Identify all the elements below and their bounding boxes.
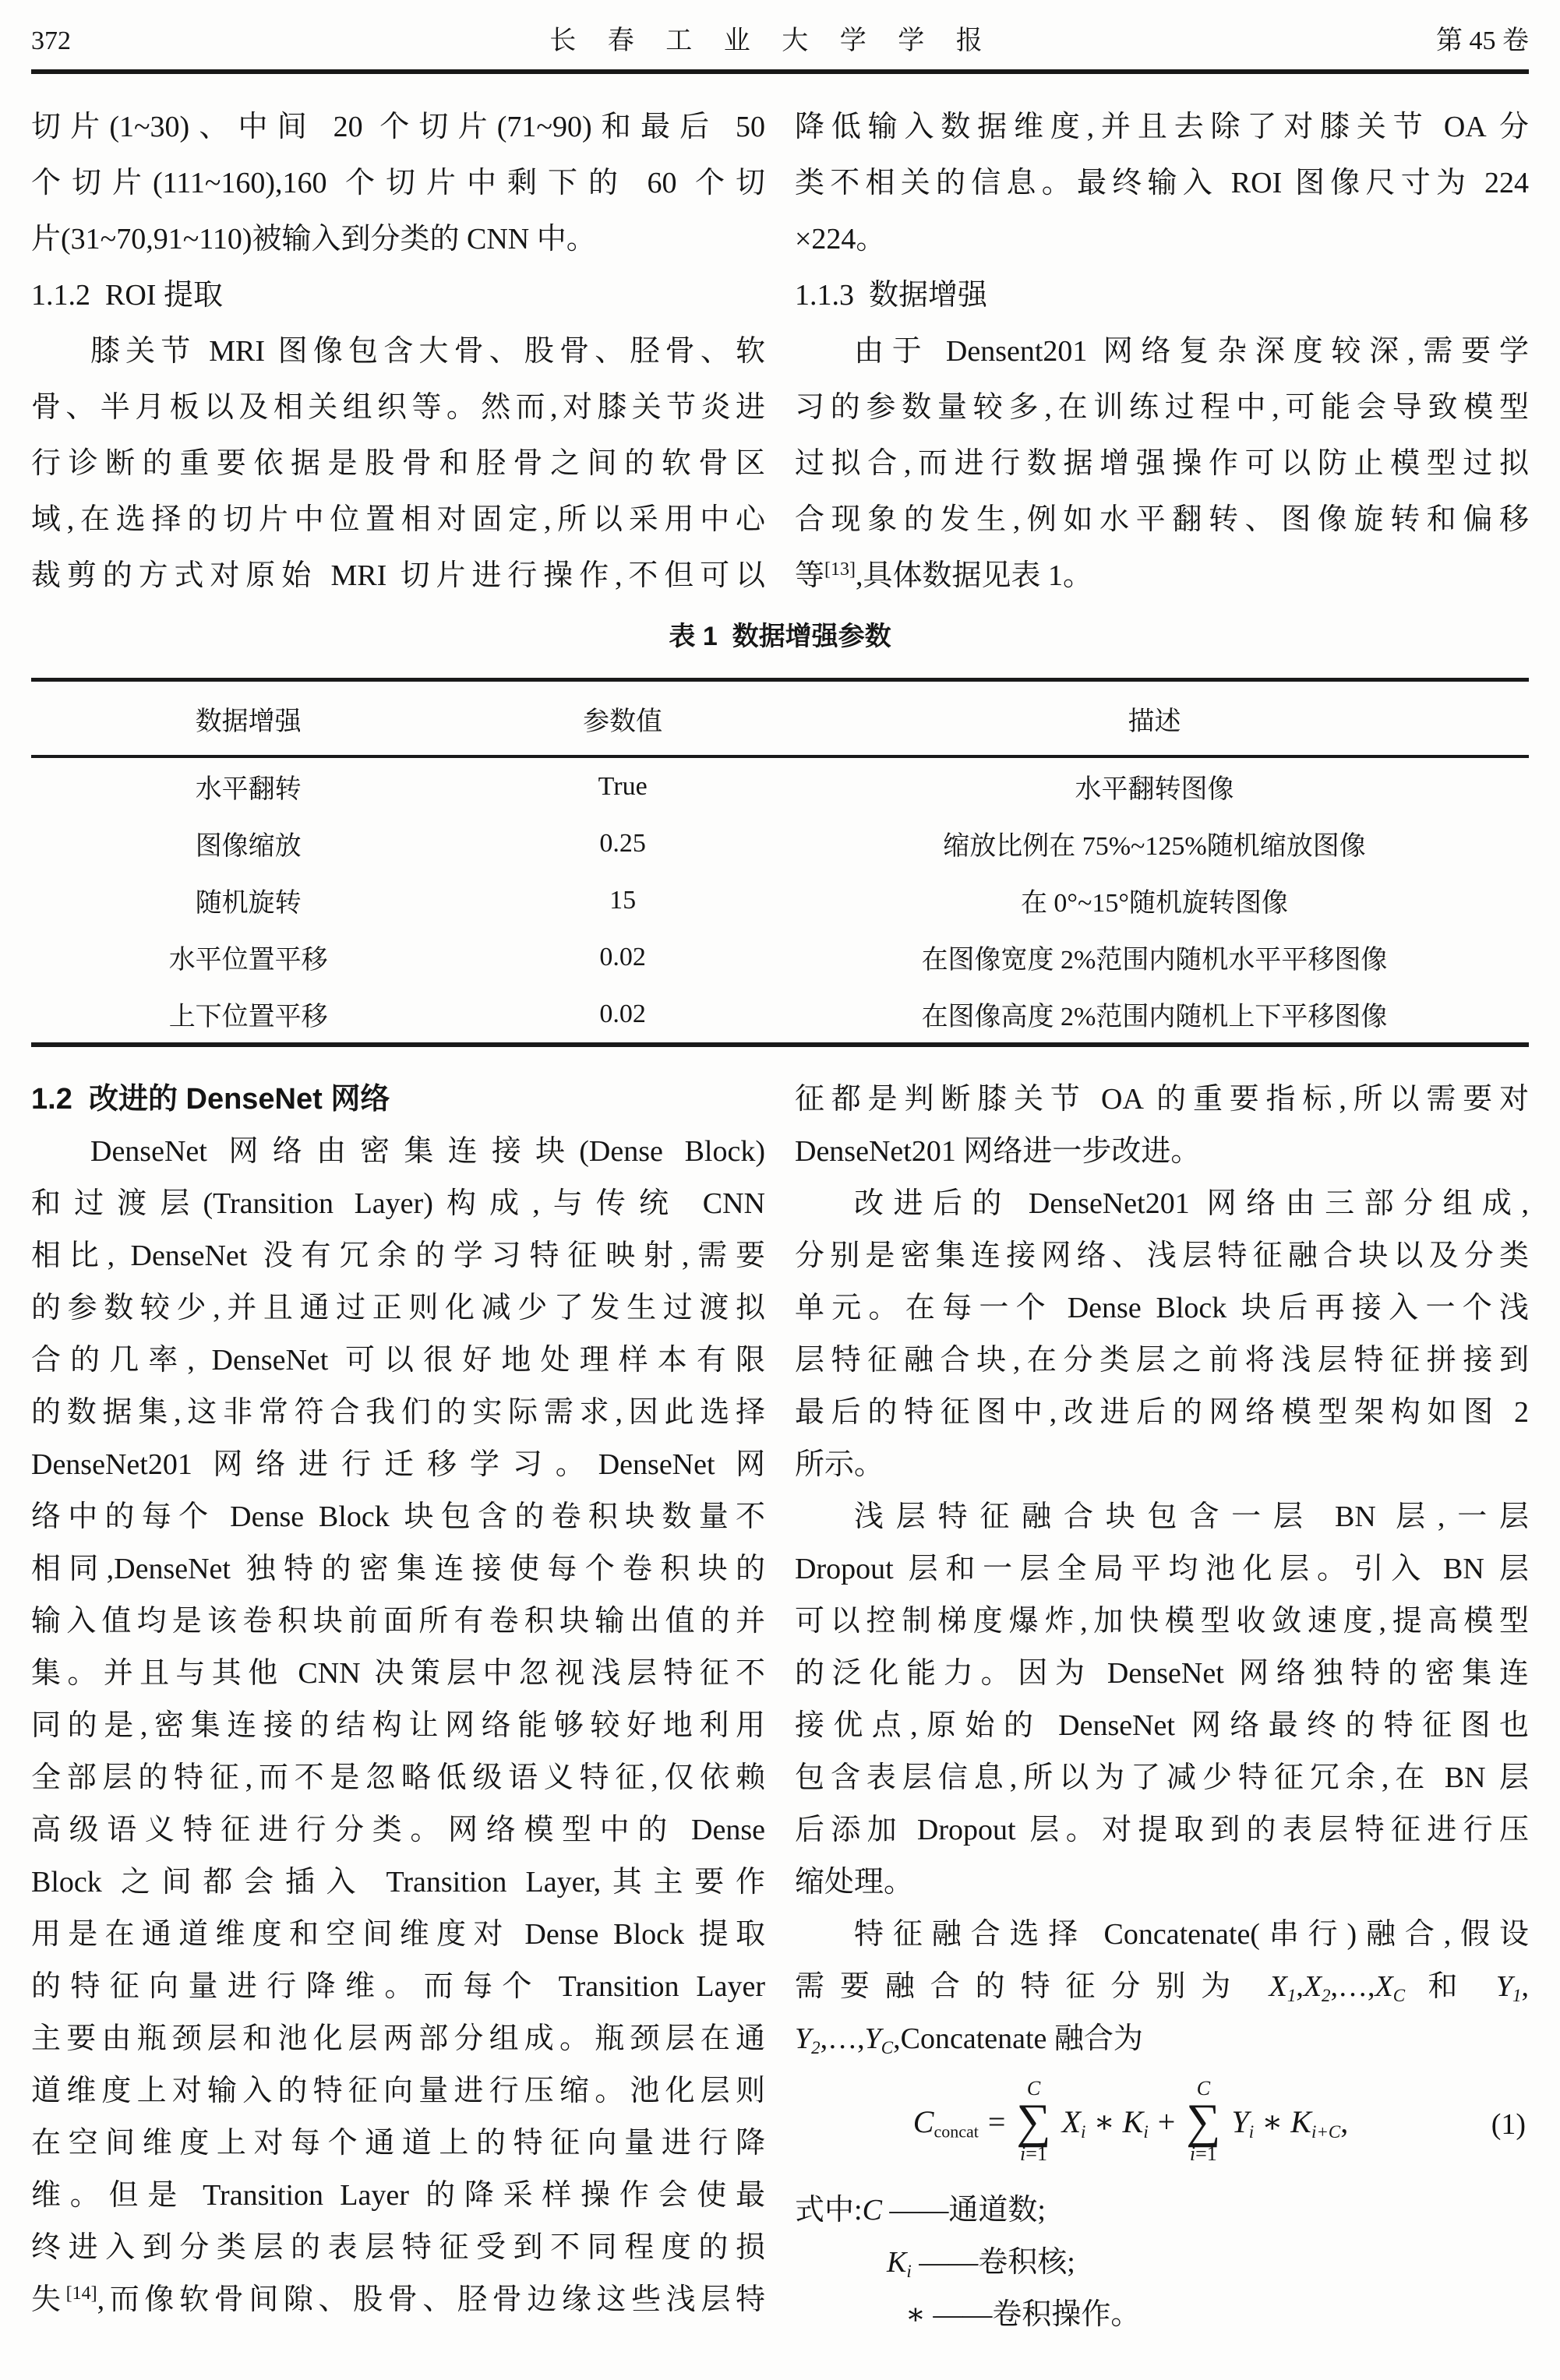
- text-line: 行诊断的重要依据是股骨和胫骨之间的软骨区: [31, 447, 765, 480]
- text-line: 终进入到分类层的表层特征受到不同程度的损: [31, 2231, 765, 2264]
- text-line: 裁剪的方式对原始 MRI 切片进行操作,不但可以: [31, 559, 765, 592]
- column-header: 数据增强: [195, 707, 302, 736]
- page-number: 372: [31, 26, 71, 55]
- text-line: 包含表层信息,所以为了减少特征冗余,在 BN 层: [795, 1761, 1529, 1794]
- table-row: [31, 815, 1529, 872]
- text-line: 合现象的发生,例如水平翻转、图像旋转和偏移: [795, 503, 1529, 536]
- text-line: 域,在选择的切片中位置相对固定,所以采用中心: [31, 503, 765, 536]
- text-line: DenseNet 网络由密集连接块(Dense Block): [90, 1135, 765, 1168]
- lower-right-column: [795, 1074, 1529, 2341]
- table-row: [31, 758, 1529, 815]
- text-line: 道维度上对输入的特征向量进行压缩。池化层则: [31, 2075, 765, 2107]
- table-1-section: [31, 615, 1529, 1047]
- table-cell: 在图像宽度 2%范围内随机水平平移图像: [921, 946, 1388, 975]
- text-line: Dropout 层和一层全局平均池化层。引入 BN 层: [795, 1553, 1529, 1585]
- text-line: $Y_2,\dots,Y_C,Concatenate$ 融合为: [795, 2022, 1143, 2057]
- text-line: ∗ ——卷积操作。: [905, 2297, 1141, 2331]
- table-cell: 在图像高度 2%范围内随机上下平移图像: [921, 1003, 1388, 1031]
- upper-two-column-text: [31, 99, 1529, 604]
- text-line: 失[14],而像软骨间隙、股骨、胫骨边缘这些浅层特: [31, 2283, 765, 2316]
- table-cell: 图像缩放: [195, 832, 302, 861]
- text-line: 高级语义特征进行分类。网络模型中的 Dense: [31, 1814, 765, 1846]
- equation-term-1: $X_i$ ∗ $K_i$: [1061, 2103, 1149, 2142]
- text-line: 膝关节 MRI 图像包含大骨、股骨、胫骨、软: [90, 335, 765, 368]
- table-cell: 缩放比例在 75%~125%随机缩放图像: [943, 832, 1366, 861]
- text-line: 单元。在每一个 Dense Block 块后再接入一个浅: [795, 1292, 1529, 1324]
- table-cell: 0.02: [599, 942, 646, 971]
- table-cell: 水平翻转: [195, 775, 302, 804]
- text-line: 习的参数量较多,在训练过程中,可能会导致模型: [795, 391, 1529, 424]
- lower-two-column-text: [31, 1074, 1529, 2341]
- text-line: 1.1.3 数据增强: [795, 279, 988, 312]
- text-line: 1.1.2 ROI 提取: [31, 279, 223, 312]
- summation-symbol: C ∑ i=1: [1186, 2077, 1221, 2166]
- text-line: 切片(1~30)、中间 20 个切片(71~90)和最后 50: [31, 111, 765, 143]
- text-line: 主要由瓶颈层和池化层两部分组成。瓶颈层在通: [31, 2022, 765, 2055]
- text-line: 层特征融合块,在分类层之前将浅层特征拼接到: [795, 1344, 1529, 1377]
- text-line: 等[13],具体数据见表 1。: [795, 559, 1093, 592]
- table-cell: 15: [609, 885, 637, 915]
- text-line: 接优点,原始的 DenseNet 网络最终的特征图也: [795, 1709, 1529, 1742]
- text-line: 维。但是 Transition Layer 的降采样操作会使最: [31, 2179, 765, 2212]
- section-1-2-body: [31, 1126, 765, 2326]
- text-line: 片(31~70,91~110)被输入到分类的 CNN 中。: [31, 223, 596, 256]
- text-line: 的参数较少,并且通过正则化减少了发生过渡拟: [31, 1292, 765, 1324]
- table-cell: 水平位置平移: [168, 946, 328, 975]
- text-line: Block 之间都会插入 Transition Layer,其主要作: [31, 1866, 765, 1899]
- text-line: 全部层的特征,而不是忽略低级语义特征,仅依赖: [31, 1761, 765, 1794]
- table-cell: True: [598, 771, 648, 801]
- text-line: 可以控制梯度爆炸,加快模型收敛速度,提高模型: [795, 1605, 1529, 1638]
- text-line: 的数据集,这非常符合我们的实际需求,因此选择: [31, 1396, 765, 1429]
- header-rule: [31, 69, 1529, 74]
- text-line: 络中的每个 Dense Block 块包含的卷积块数量不: [31, 1500, 765, 1533]
- text-line: 后添加 Dropout 层。对提取到的表层特征进行压: [795, 1814, 1529, 1846]
- plus-sign: +: [1157, 2103, 1176, 2139]
- right-column-body: [795, 1074, 1529, 2065]
- lower-left-column: [31, 1074, 765, 2341]
- section-1-2-heading: 1.2 改进的 DenseNet 网络: [31, 1083, 390, 1116]
- table-cell: 随机旋转: [195, 889, 302, 918]
- text-line: DenseNet201 网络进行迁移学习。DenseNet 网: [31, 1448, 765, 1481]
- journal-title: 长 春 工 业 大 学 学 报: [549, 26, 995, 55]
- text-line: 类不相关的信息。最终输入 ROI 图像尺寸为 224: [795, 167, 1529, 199]
- text-line: 改进后的 DenseNet201 网络由三部分组成,: [854, 1187, 1529, 1220]
- equation-legend: [795, 2184, 1529, 2341]
- text-line: 的泛化能力。因为 DenseNet 网络独特的密集连: [795, 1657, 1529, 1690]
- table-cell: 在 0°~15°随机旋转图像: [1020, 889, 1289, 918]
- table-row: [31, 929, 1529, 985]
- column-header: 描述: [1128, 707, 1181, 736]
- equation-term-2: $Y_i$ ∗ $K_{i+C}$,: [1231, 2103, 1349, 2142]
- text-line: 过拟合,而进行数据增强操作可以防止模型过拟: [795, 447, 1529, 480]
- upper-right-column: [795, 99, 1529, 604]
- table-cell: 0.02: [599, 999, 646, 1028]
- equation-lhs: $C_{concat}$: [912, 2103, 979, 2142]
- table-caption: 表 1 数据增强参数: [669, 622, 891, 651]
- text-line: 需要融合的特征分别为 $X_1,X_2,\dots,X_C$ 和 $Y_1$,: [795, 1970, 1529, 2005]
- text-line: 输入值均是该卷积块前面所有卷积块输出值的并: [31, 1605, 765, 1638]
- text-line: 最后的特征图中,改进后的网络模型架构如图 2: [795, 1396, 1529, 1429]
- summation-symbol: C ∑ i=1: [1016, 2077, 1051, 2166]
- text-line: 由于 Densent201 网络复杂深度较深,需要学: [854, 335, 1529, 368]
- upper-left-column: [31, 99, 765, 604]
- equation-number: (1): [1491, 2108, 1526, 2142]
- table-header-row: [31, 682, 1529, 758]
- column-header: 参数值: [583, 707, 663, 736]
- sigma-glyph: ∑: [1186, 2094, 1221, 2148]
- sigma-glyph: ∑: [1016, 2094, 1051, 2148]
- text-line: 征都是判断膝关节 OA 的重要指标,所以需要对: [795, 1083, 1529, 1116]
- volume-label: 第 45 卷: [1436, 26, 1529, 55]
- equation-1: [795, 2065, 1529, 2184]
- text-line: ×224。: [795, 223, 886, 256]
- table-body: [31, 758, 1529, 1042]
- lhs-subscript: concat: [934, 2121, 979, 2142]
- text-line: $K_i$ ——卷积核;: [887, 2245, 1075, 2281]
- table-cell: 上下位置平移: [168, 1003, 328, 1031]
- text-line: 缩处理。: [795, 1866, 914, 1899]
- text-line: 合的几率, DenseNet 可以很好地处理样本有限: [31, 1344, 765, 1377]
- table-cell: 水平翻转图像: [1075, 775, 1234, 804]
- text-line: 所示。: [795, 1448, 884, 1481]
- text-line: 的特征向量进行降维。而每个 Transition Layer: [31, 1970, 765, 2003]
- text-line: 式中:C ——通道数;: [795, 2193, 1046, 2227]
- equals-sign: =: [987, 2103, 1006, 2139]
- page-header: [31, 19, 1529, 57]
- table-row: [31, 985, 1529, 1042]
- text-line: 相比, DenseNet 没有冗余的学习特征映射,需要: [31, 1239, 765, 1272]
- text-line: DenseNet201 网络进一步改进。: [795, 1135, 1201, 1168]
- text-line: 用是在通道维度和空间维度对 Dense Block 提取: [31, 1918, 765, 1951]
- text-line: 特征融合选择 Concatenate(串行)融合,假设: [854, 1918, 1529, 1951]
- text-line: 同的是,密集连接的结构让网络能够较好地利用: [31, 1709, 765, 1742]
- text-line: 和过渡层(Transition Layer)构成,与传统 CNN: [31, 1187, 765, 1220]
- text-line: 降低输入数据维度,并且去除了对膝关节 OA 分: [795, 111, 1529, 143]
- text-line: 骨、半月板以及相关组织等。然而,对膝关节炎进: [31, 391, 765, 424]
- table-row: [31, 872, 1529, 929]
- data-augmentation-table: [31, 678, 1529, 1047]
- text-line: 浅层特征融合块包含一层 BN 层,一层: [854, 1500, 1529, 1533]
- text-line: 在空间维度上对每个通道上的特征向量进行降: [31, 2127, 765, 2160]
- text-line: 分别是密集连接网络、浅层特征融合块以及分类: [795, 1239, 1529, 1272]
- table-cell: 0.25: [599, 828, 646, 858]
- text-line: 集。并且与其他 CNN 决策层中忽视浅层特征不: [31, 1657, 765, 1690]
- text-line: 个切片(111~160),160 个切片中剩下的 60 个切: [31, 167, 765, 199]
- text-line: 相同,DenseNet 独特的密集连接使每个卷积块的: [31, 1553, 765, 1585]
